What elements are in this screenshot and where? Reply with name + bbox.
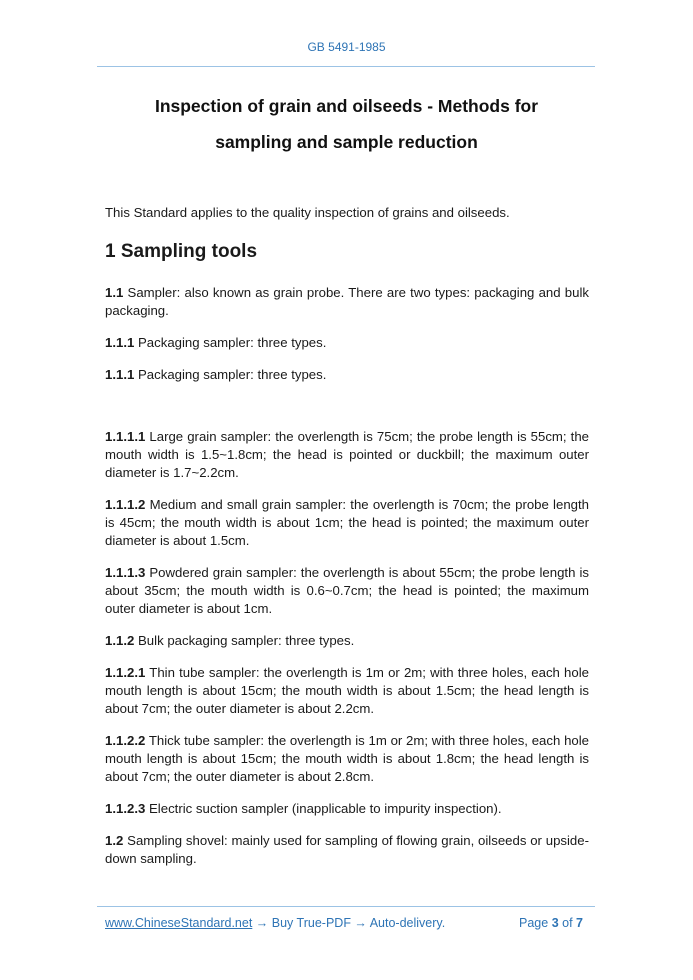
title-line-1: Inspection of grain and oilseeds - Methods for (154, 96, 539, 116)
clause-paragraph (105, 496, 589, 550)
clause-number: 1.1.2.3 (105, 801, 146, 816)
clause-text: Sampling shovel: mainly used for sampling of flowing grain, oilseeds or upside-down sampling. (105, 833, 589, 866)
arrow-icon: → (252, 916, 272, 930)
clause-paragraph (105, 428, 589, 482)
footer-links (105, 916, 445, 930)
clause-number: 1.1.2 (105, 633, 135, 648)
clause-number: 1.1.1.2 (105, 497, 146, 512)
website-link[interactable]: www.ChineseStandard.net (105, 916, 253, 930)
clause-paragraph (105, 632, 589, 650)
clause-text: Packaging sampler: three types. (134, 335, 327, 350)
clause-paragraph (105, 366, 589, 384)
clause-number: 1.1.1.3 (105, 565, 146, 580)
clause-text: Bulk packaging sampler: three types. (134, 633, 355, 648)
clause-number: 1.1 (105, 285, 124, 300)
clause-text: Electric suction sampler (inapplicable to impurity inspection). (145, 801, 502, 816)
header-divider (97, 66, 595, 67)
clause-number: 1.1.1 (105, 367, 135, 382)
clause-number: 1.1.2.2 (105, 733, 146, 748)
clause-paragraph (105, 564, 589, 618)
page-indicator (519, 916, 583, 930)
clause-paragraph (105, 664, 589, 718)
clause-paragraph (105, 832, 589, 868)
document-body (105, 204, 589, 882)
clause-paragraph (105, 284, 589, 320)
page-total: 7 (576, 916, 583, 930)
page-current: 3 (551, 916, 559, 930)
page-label: Page (519, 916, 549, 930)
clause-text: Large grain sampler: the overlength is 75cm; the probe length is 55cm; the mouth width is 1.5~1.8cm; the head is pointed or duckbill; the maximum outer diameter is 1.7~2.2cm. (105, 429, 589, 480)
clause-paragraph (105, 732, 589, 786)
footer-divider (97, 906, 595, 907)
arrow-icon: → (350, 916, 370, 930)
blank-space (105, 398, 589, 428)
clause-text: Packaging sampler: three types. (134, 367, 327, 382)
clause-number: 1.1.2.1 (105, 665, 146, 680)
clause-number: 1.2 (105, 833, 124, 848)
clause-number: 1.1.1.1 (105, 429, 146, 444)
clause-text: Medium and small grain sampler: the overlength is 70cm; the probe length is 45cm; the mouth width is about 1cm; the head is pointed; the maximum outer diameter is about 1.5cm. (105, 497, 589, 548)
delivery-text: Auto-delivery. (369, 916, 446, 930)
clause-text: Thin tube sampler: the overlength is 1m or 2m; with three holes, each hole mouth length is about 15cm; the mouth width is about 1.5cm; the head length is about 7cm; the outer diameter is about 2.2cm. (105, 665, 589, 716)
title-line-2: sampling and sample reduction (215, 132, 478, 152)
document-code: GB 5491-1985 (307, 40, 386, 54)
clause-paragraph (105, 800, 589, 818)
clause-text: Sampler: also known as grain probe. There are two types: packaging and bulk packaging. (105, 285, 589, 318)
clause-number: 1.1.1 (105, 335, 135, 350)
buy-pdf-link[interactable]: Buy True-PDF (271, 916, 351, 930)
of-label: of (562, 916, 573, 930)
clause-text: Powdered grain sampler: the overlength is about 55cm; the probe length is about 35cm; the mouth width is 0.6~0.7cm; the head is pointed; the maximum outer diameter is about 1cm. (105, 565, 589, 616)
document-title (80, 88, 613, 160)
clause-text: Thick tube sampler: the overlength is 1m or 2m; with three holes, each hole mouth length is about 15cm; the mouth width is about 1.8cm; the head length is about 7cm; the outer diameter is about 2.8cm. (105, 733, 589, 784)
clause-paragraph (105, 334, 589, 352)
intro-paragraph: This Standard applies to the quality inspection of grains and oilseeds. (105, 205, 510, 220)
section-heading: 1 Sampling tools (105, 241, 258, 262)
